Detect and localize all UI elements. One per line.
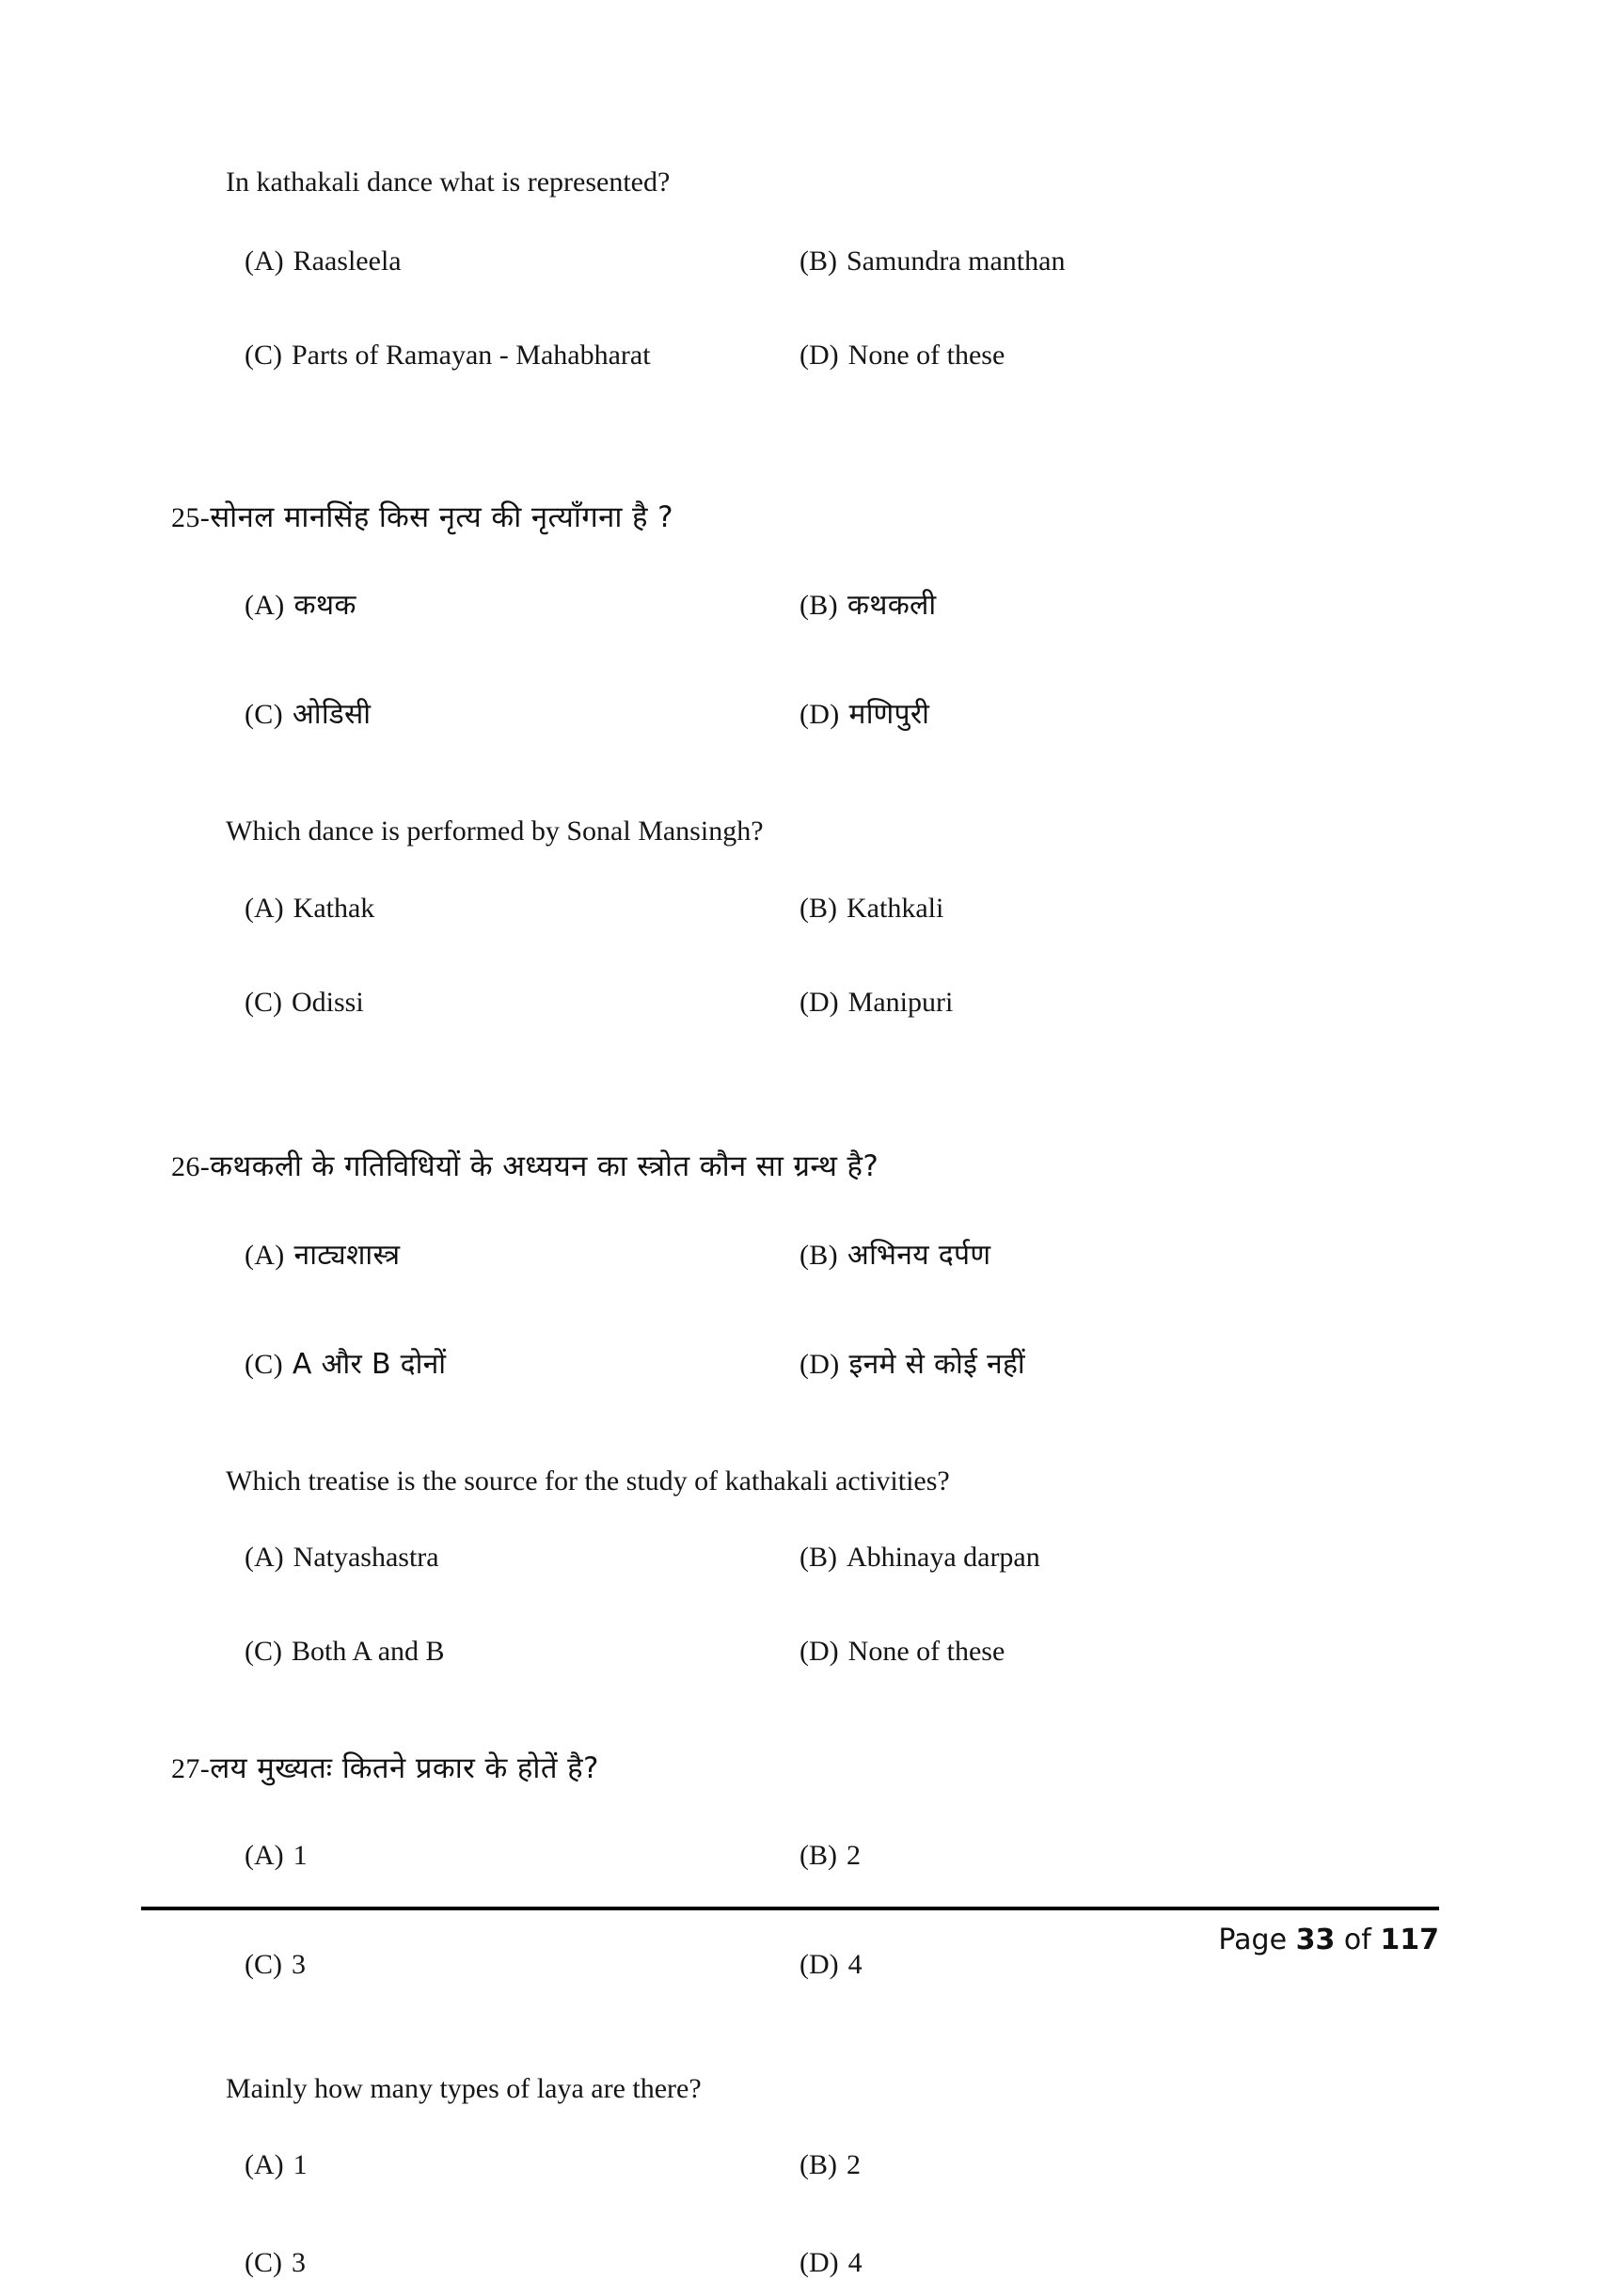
option-c[interactable] (245, 1343, 446, 1382)
option-b[interactable] (800, 1542, 1040, 1574)
option-text: Abhinaya darpan (847, 1542, 1040, 1573)
question-27-stem-hi (171, 1750, 1392, 1787)
option-label: (B) (800, 590, 838, 622)
option-text: Odissi (292, 986, 364, 1018)
option-b[interactable] (800, 1840, 861, 1872)
option-text: 4 (847, 2247, 863, 2279)
option-d[interactable] (800, 1949, 863, 1981)
question-26-stem-en: Which treatise is the source for the study of kathakali activities? (226, 1465, 950, 1496)
option-text: A और B दोनों (292, 1347, 447, 1381)
option-text: Samundra manthan (847, 245, 1066, 277)
question-25-stem-en: Which dance is performed by Sonal Mansingh? (226, 815, 764, 847)
option-b[interactable] (800, 245, 1065, 277)
question-26-options-hi (226, 1234, 1392, 1381)
option-label: (D) (800, 339, 839, 371)
question-27-stem-hi-text: लय मुख्यतः कितने प्रकार के होतें है? (210, 1751, 599, 1785)
question-27-stem-en: Mainly how many types of laya are there? (226, 2072, 702, 2104)
option-a[interactable] (245, 245, 402, 277)
option-label: (B) (800, 2149, 837, 2181)
option-label: (A) (245, 1542, 284, 1573)
option-b[interactable] (800, 893, 943, 925)
option-c[interactable] (245, 693, 371, 732)
option-d[interactable] (800, 987, 953, 1019)
option-label: (C) (245, 1636, 282, 1667)
question-24-stem-en: In kathakali dance what is represented? (226, 166, 671, 198)
option-c[interactable] (245, 987, 364, 1019)
option-label: (D) (800, 1348, 840, 1380)
option-label: (D) (800, 986, 839, 1018)
option-text: नाट्यशास्त्र (293, 1238, 401, 1272)
option-b[interactable] (800, 1234, 990, 1273)
option-c[interactable] (245, 1636, 445, 1668)
page-of: of (1343, 1924, 1371, 1956)
option-a[interactable] (245, 584, 356, 623)
option-a[interactable] (245, 1840, 308, 1872)
option-label: (B) (800, 892, 837, 924)
option-a[interactable] (245, 2149, 308, 2181)
option-label: (C) (245, 986, 282, 1018)
option-d[interactable] (800, 693, 929, 732)
option-text: 2 (847, 2149, 861, 2181)
option-d[interactable] (800, 2247, 863, 2279)
question-block-27 (171, 1750, 1392, 2279)
option-c[interactable] (245, 2247, 306, 2279)
option-b[interactable] (800, 2149, 861, 2181)
option-label: (C) (245, 1348, 283, 1380)
option-text: Both A and B (292, 1636, 445, 1667)
page-current: 33 (1295, 1924, 1336, 1956)
question-27-options-hi (226, 1839, 1392, 1980)
option-text: None of these (847, 339, 1005, 371)
option-text: 3 (292, 2247, 306, 2279)
option-label: (C) (245, 339, 282, 371)
option-text: None of these (847, 1636, 1005, 1667)
option-label: (D) (800, 699, 840, 731)
option-c[interactable] (245, 340, 651, 372)
question-25-number: 25- (171, 501, 211, 533)
option-label: (B) (800, 245, 837, 277)
option-text: 1 (293, 2149, 308, 2181)
option-text: 1 (293, 1839, 308, 1871)
option-label: (A) (245, 1839, 284, 1871)
option-a[interactable] (245, 893, 374, 925)
option-label: (D) (800, 2247, 839, 2279)
option-text: Kathak (293, 892, 375, 924)
option-label: (C) (245, 2247, 282, 2279)
option-label: (A) (245, 2149, 284, 2181)
option-label: (A) (245, 245, 284, 277)
question-26-stem-hi-text: कथकली के गतिविधियों के अध्ययन का स्त्रोत कौन सा ग्रन्थ है? (210, 1148, 879, 1183)
page-prefix: Page (1218, 1924, 1288, 1956)
question-26-stem-hi (171, 1148, 1392, 1185)
option-text: 2 (847, 1839, 861, 1871)
option-text: Parts of Ramayan - Mahabharat (292, 339, 651, 371)
question-26-number: 26- (171, 1150, 211, 1182)
question-27-number: 27- (171, 1753, 211, 1784)
question-content (171, 165, 1392, 2279)
option-b[interactable] (800, 584, 936, 623)
option-label: (B) (800, 1542, 837, 1573)
question-25-options-hi (226, 584, 1392, 732)
option-text: इनमे से कोई नहीं (848, 1347, 1025, 1381)
question-25-stem-hi-text: सोनल मानसिंह किस नृत्य की नृत्याँगना है ? (210, 499, 674, 534)
option-label: (A) (245, 1239, 285, 1271)
option-text: Manipuri (847, 986, 954, 1018)
option-label: (A) (245, 892, 284, 924)
option-text: ओडिसी (292, 698, 372, 732)
question-25-options-en (226, 892, 1392, 1018)
option-d[interactable] (800, 1343, 1025, 1382)
option-d[interactable] (800, 1636, 1005, 1668)
option-label: (D) (800, 1948, 839, 1980)
option-text: 4 (847, 1948, 863, 1980)
option-text: अभिनय दर्पण (847, 1238, 991, 1272)
footer-divider (141, 1907, 1439, 1910)
question-block-25 (171, 499, 1392, 1018)
option-label: (B) (800, 1239, 838, 1271)
option-text: कथकली (847, 589, 937, 623)
option-label: (C) (245, 1948, 282, 1980)
option-c[interactable] (245, 1949, 306, 1981)
option-label: (B) (800, 1839, 837, 1871)
option-text: Raasleela (293, 245, 402, 277)
question-26-options-en (226, 1542, 1392, 1667)
option-text: Kathkali (847, 892, 944, 924)
page-total: 117 (1380, 1924, 1439, 1956)
option-d[interactable] (800, 340, 1005, 372)
option-a[interactable] (245, 1542, 439, 1574)
option-text: 3 (292, 1948, 306, 1980)
option-text: मणिपुरी (848, 698, 930, 732)
question-27-options-en (226, 2149, 1392, 2279)
option-text: Natyashastra (293, 1542, 439, 1573)
option-label: (C) (245, 699, 283, 731)
question-24-options-en (226, 245, 1392, 371)
page-number-label (1218, 1924, 1439, 1956)
question-25-stem-hi (171, 499, 1392, 536)
option-a[interactable] (245, 1234, 400, 1273)
option-text: कथक (293, 589, 356, 623)
question-block-26 (171, 1148, 1392, 1667)
option-label: (D) (800, 1636, 839, 1667)
question-block-24-tail (226, 165, 1392, 371)
option-label: (A) (245, 590, 285, 622)
